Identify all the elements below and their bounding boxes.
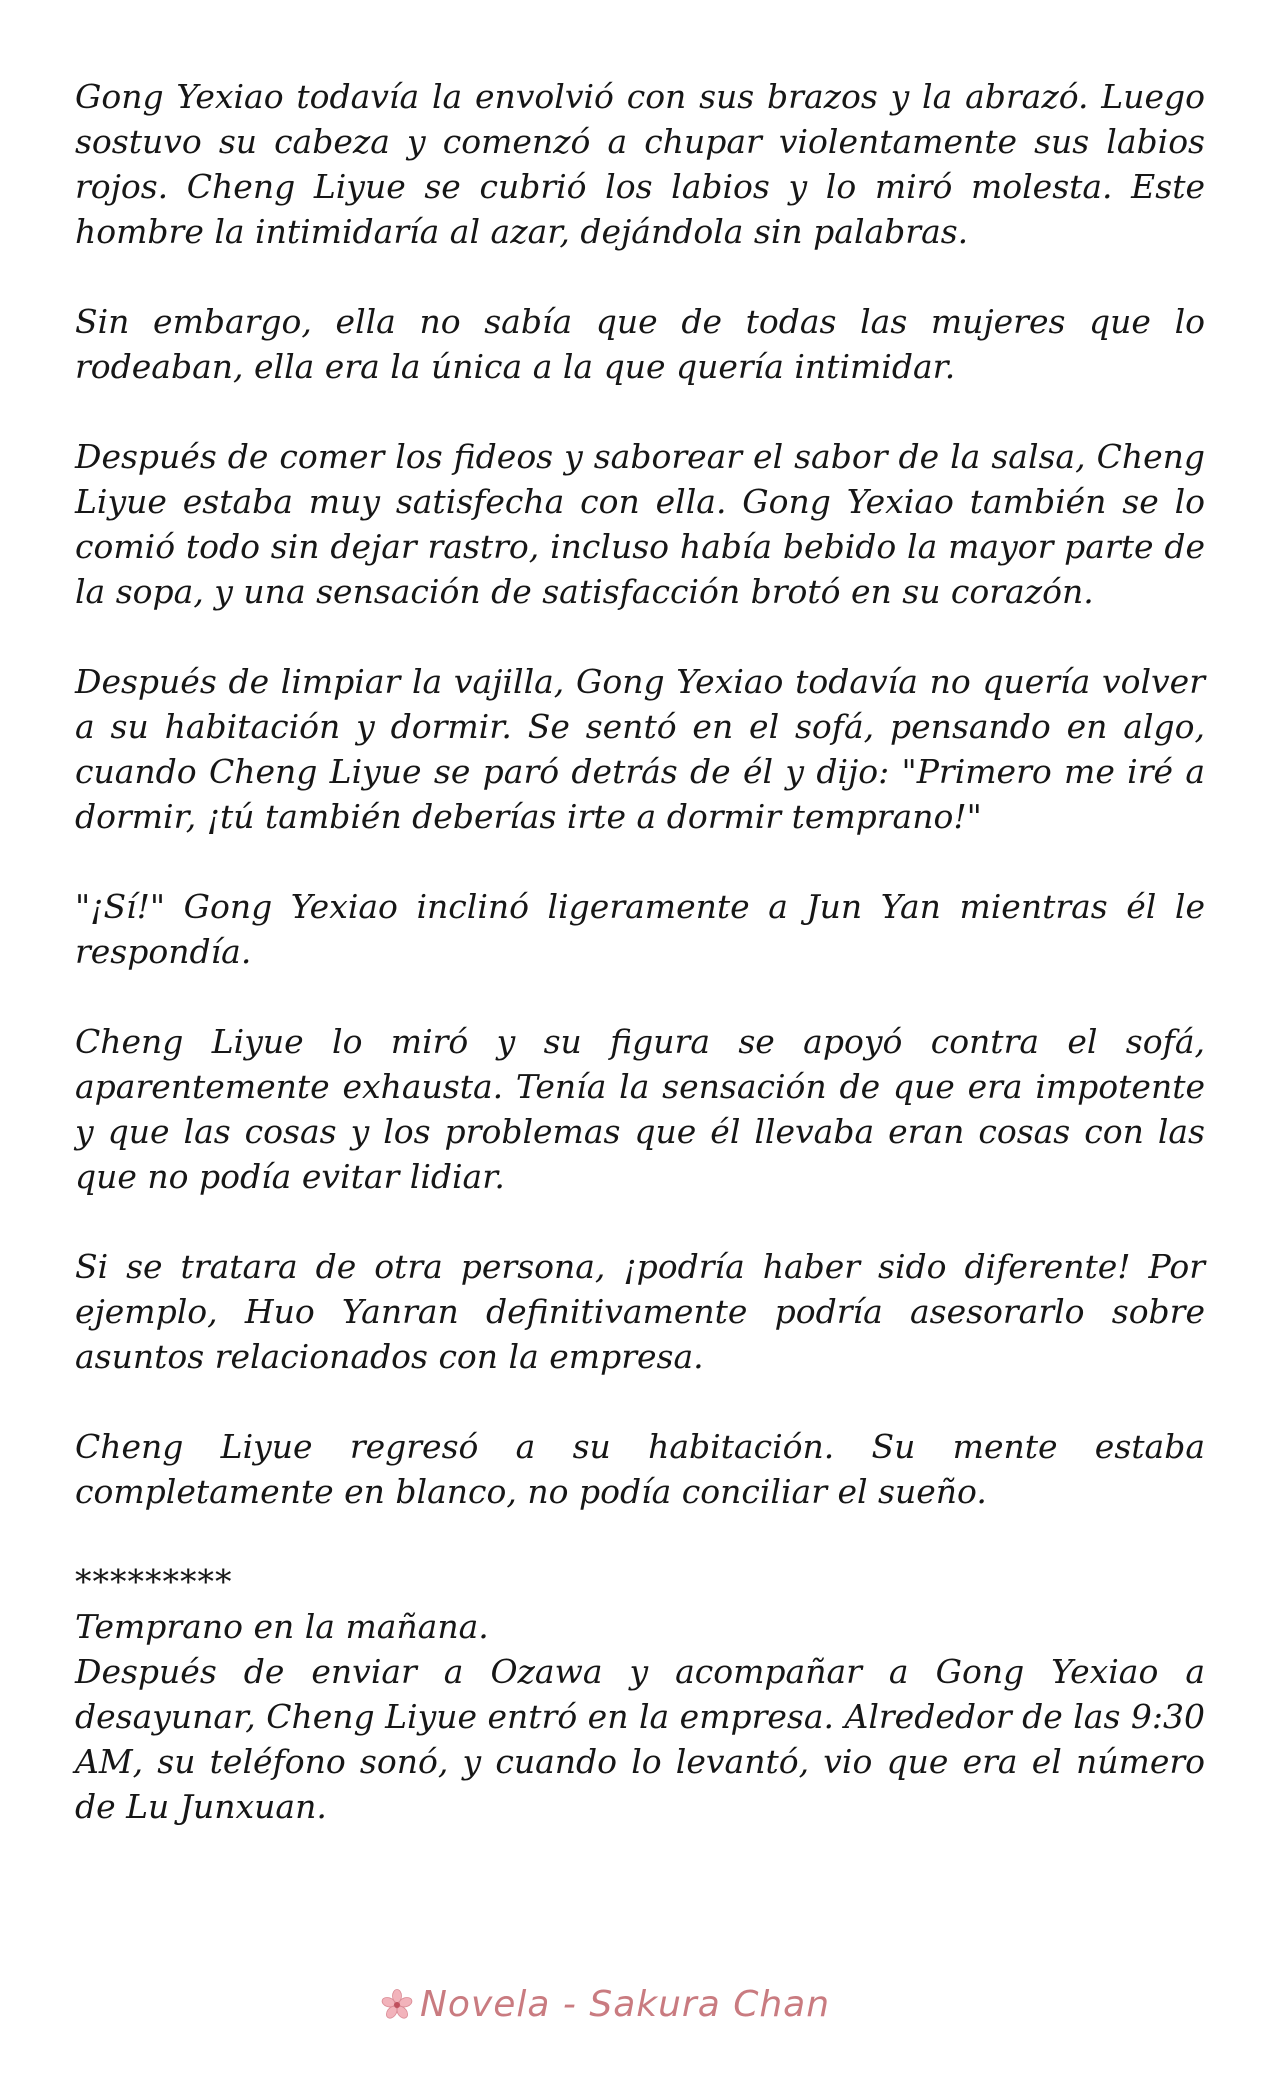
document-body — [75, 74, 1205, 1829]
paragraph-3: Después de comer los fideos y saborear el sabor de la salsa, Cheng Liyue estaba muy satisfecha con ella. Gong Yexiao también se lo comió todo sin dejar rastro, incluso había bebido la mayor parte de la sopa, y una sensación de satisfacción brotó en su corazón. — [75, 437, 1205, 611]
scene-heading: Temprano en la mañana. — [75, 1607, 489, 1646]
paragraph-1: Gong Yexiao todavía la envolvió con sus brazos y la abrazó. Luego sostuvo su cabeza y comenzó a chupar violentamente sus labios rojos. Cheng Liyue se cubrió los labios y lo miró molesta. Este hombre la intimidaría al azar, dejándola sin palabras. — [75, 77, 1205, 251]
watermark — [380, 1984, 830, 2025]
scene-separator: ********* — [75, 1562, 233, 1601]
paragraph-5: "¡Sí!" Gong Yexiao inclinó ligeramente a Jun Yan mientras él le respondía. — [75, 887, 1205, 971]
paragraph-8: Cheng Liyue regresó a su habitación. Su mente estaba completamente en blanco, no podía conciliar el sueño. — [75, 1427, 1205, 1511]
paragraph-final: Después de enviar a Ozawa y acompañar a Gong Yexiao a desayunar, Cheng Liyue entró en la empresa. Alrededor de las 9:30 AM, su teléfono sonó, y cuando lo levantó, vio que era el número de Lu Junxuan. — [75, 1652, 1206, 1826]
paragraph-4: Después de limpiar la vajilla, Gong Yexiao todavía no quería volver a su habitación y dormir. Se sentó en el sofá, pensando en algo, cuando Cheng Liyue se paró detrás de él y dijo: "Primero me iré a dormir, ¡tú también deberías irte a dormir temprano!" — [75, 662, 1205, 836]
paragraph-2: Sin embargo, ella no sabía que de todas las mujeres que lo rodeaban, ella era la única a la que quería intimidar. — [75, 302, 1205, 386]
paragraph-7: Si se tratara de otra persona, ¡podría haber sido diferente! Por ejemplo, Huo Yanran definitivamente podría asesorarlo sobre asuntos relacionados con la empresa. — [75, 1247, 1205, 1376]
paragraph-6: Cheng Liyue lo miró y su figura se apoyó contra el sofá, aparentemente exhausta. Tenía la sensación de que era impotente y que las cosas y los problemas que él llevaba eran cosas con las que no podía evitar lidiar. — [75, 1022, 1205, 1196]
watermark-text: Novela - Sakura Chan — [420, 1984, 831, 2025]
sakura-flower-icon — [380, 1988, 414, 2022]
